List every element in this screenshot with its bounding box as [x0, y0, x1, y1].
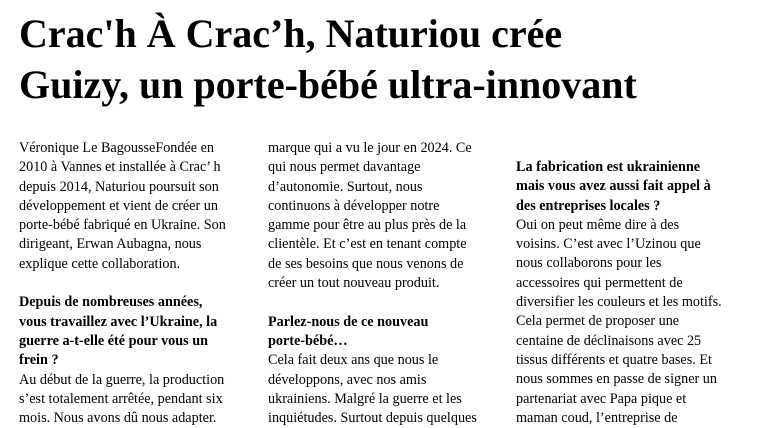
text-line: gamme pour être au plus près de la: [268, 217, 467, 234]
text-line: créer un tout nouveau produit.: [268, 275, 440, 292]
answer-line: partenariat avec Papa pique et: [516, 390, 687, 407]
answer-line: nous sommes en passe de signer un: [516, 371, 717, 388]
paragraph-gap: [268, 293, 493, 312]
question-line: La fabrication est ukrainienne: [516, 159, 701, 175]
lead-line: dirigeant, Erwan Aubagna, nous: [19, 236, 202, 253]
text-line: marque qui a vu le jour en 2024. Ce: [268, 140, 472, 156]
question-line: guerre a-t-elle été pour vous un: [19, 332, 209, 349]
column-2: [268, 139, 493, 428]
column-3: [516, 158, 756, 428]
paragraph-gap: [19, 274, 244, 293]
question-line: des entreprises locales ?: [516, 197, 661, 214]
answer-line: Oui on peut même dire à des: [516, 216, 680, 233]
answer-line: nous collaborons pour les: [516, 255, 662, 272]
question-line: mais vous avez aussi fait appel à: [516, 178, 711, 195]
answer-line: Cela fait deux ans que nous le: [268, 352, 439, 369]
text-line: qui nous permet davantage: [268, 159, 421, 176]
question-line: Depuis de nombreuses années,: [19, 294, 203, 311]
title-line: Guizy, un porte-bébé ultra-innovant: [19, 62, 637, 107]
answer-line: Au début de la guerre, la production: [19, 371, 225, 388]
question-line: vous travaillez avec l’Ukraine, la: [19, 313, 218, 330]
question-line: porte-bébé…: [268, 332, 348, 349]
lead-line: depuis 2014, Naturiou poursuit son: [19, 178, 219, 195]
answer-line: accessoires qui permettent de: [516, 274, 683, 291]
lead-line: Véronique Le BagousseFondée en: [19, 140, 215, 156]
text-line: clientèle. Et c’est en tenant compte: [268, 236, 467, 253]
answer-line: centaine de déclinaisons avec 25: [516, 332, 702, 349]
text-line: continuons à développer notre: [268, 197, 440, 214]
answer-line: tissus différents et quatre bases. Et: [516, 351, 712, 368]
answer-line: ukrainiens. Malgré la guerre et les: [268, 390, 462, 407]
answer-line: diversifier les couleurs et les motifs.: [516, 294, 722, 311]
answer-line: développons, avec nos amis: [268, 371, 427, 388]
answer-line: maman coud, l’entreprise de: [516, 409, 678, 426]
answer-line: mois. Nous avons dû nous adapter.: [19, 410, 217, 427]
column-1: [19, 139, 244, 428]
text-line: d’autonomie. Surtout, nous: [268, 178, 423, 195]
lead-line: 2010 à Vannes et installée à Crac’ h: [19, 159, 221, 176]
answer-line: s’est totalement arrêtée, pendant six: [19, 390, 223, 407]
answer-line: voisins. C’est avec l’Uzinou que: [516, 236, 701, 253]
lead-line: explique cette collaboration.: [19, 255, 181, 272]
article-title: [19, 8, 749, 110]
question-line: frein ?: [19, 352, 59, 369]
answer-line: inquiétudes. Surtout depuis quelques: [268, 410, 477, 427]
title-line: Crac'h À Crac’h, Naturiou crée: [19, 11, 563, 56]
text-line: de ses besoins que nous venons de: [268, 255, 464, 272]
answer-line: Cela permet de proposer une: [516, 313, 680, 330]
lead-line: développement et vient de créer un: [19, 197, 218, 214]
lead-line: porte-bébé fabriqué en Ukraine. Son: [19, 217, 226, 234]
question-line: Parlez-nous de ce nouveau: [268, 313, 429, 330]
